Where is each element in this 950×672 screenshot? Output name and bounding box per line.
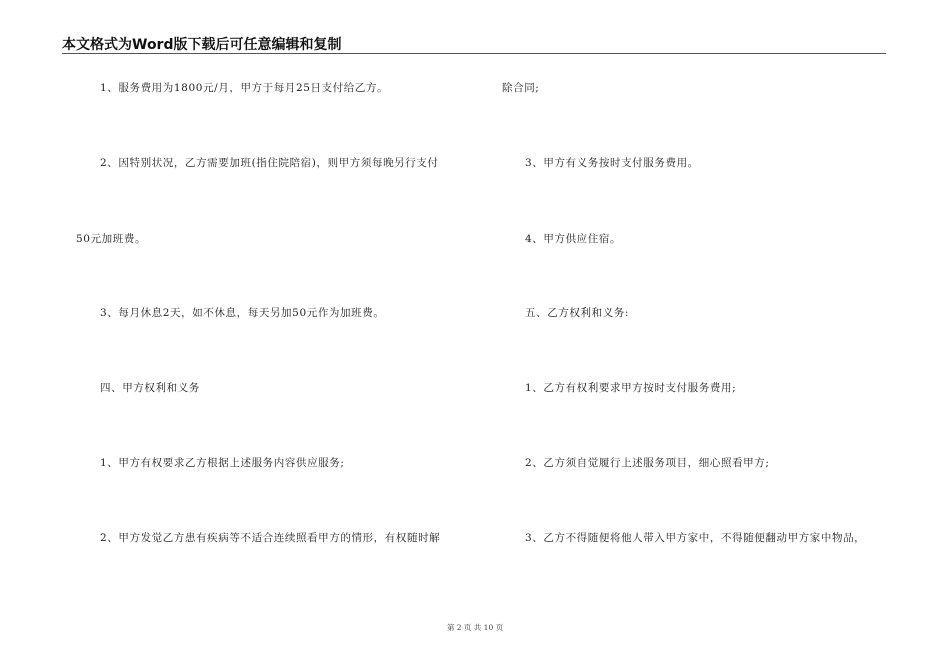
left-section-heading-4: 四、甲方权利和义务 [100, 382, 200, 394]
right-line-1: 除合同; [502, 82, 540, 94]
right-line-6: 2、乙方须自觉履行上述服务项目，细心照看甲方; [525, 457, 770, 469]
right-section-heading-5: 五、乙方权利和义务: [525, 307, 630, 319]
left-line-7: 2、甲方发觉乙方患有疾病等不适合连续照看甲方的情形，有权随时解 [100, 532, 441, 544]
left-line-4: 3、每月休息2天，如不休息，每天另加50元作为加班费。 [100, 307, 385, 319]
right-line-7: 3、乙方不得随便将他人带入甲方家中，不得随便翻动甲方家中物品， [525, 532, 866, 544]
document-header-title: 本文格式为Word版下载后可任意编辑和复制 [62, 37, 342, 53]
left-line-6: 1、甲方有权要求乙方根据上述服务内容供应服务; [100, 457, 345, 469]
header-divider [62, 53, 886, 54]
right-line-2: 3、甲方有义务按时支付服务费用。 [525, 157, 699, 169]
page-number-footer: 第 2 页 共 10 页 [446, 623, 504, 632]
right-line-3: 4、甲方供应住宿。 [525, 233, 622, 245]
left-line-1: 1、服务费用为1800元/月，甲方于每月25日支付给乙方。 [100, 82, 389, 94]
left-line-2: 2、因特别状况，乙方需要加班(指住院陪宿)，则甲方须每晚另行支付 [100, 157, 439, 169]
left-line-3: 50元加班费。 [76, 233, 147, 245]
right-line-5: 1、乙方有权利要求甲方按时支付服务费用; [525, 382, 737, 394]
